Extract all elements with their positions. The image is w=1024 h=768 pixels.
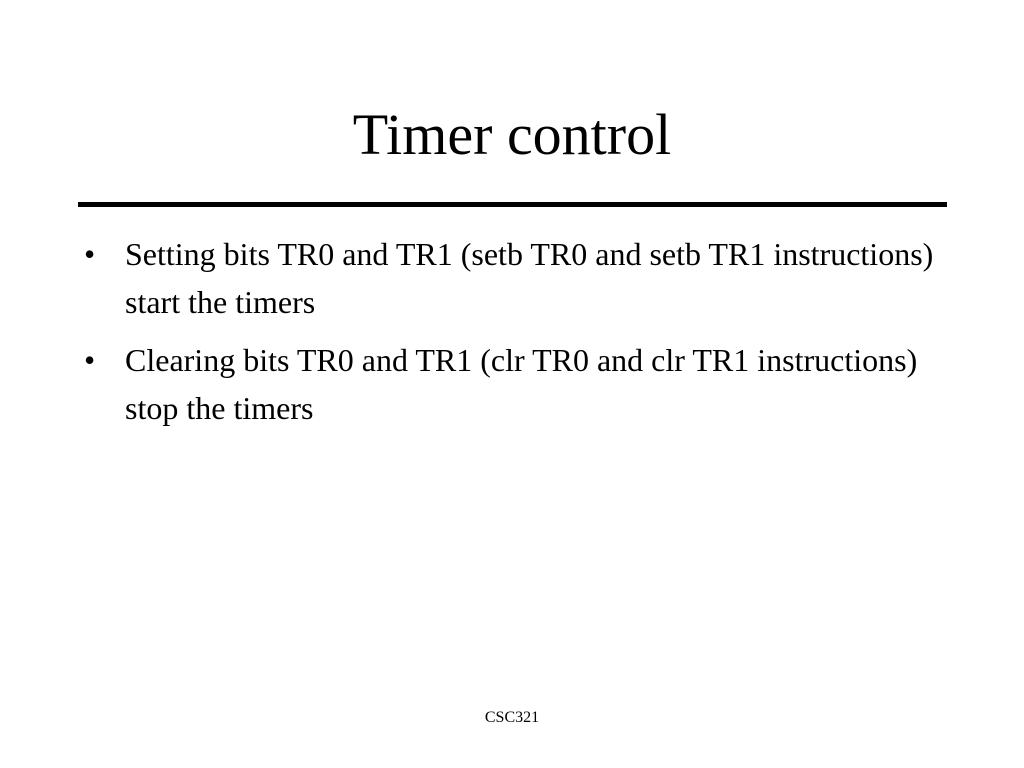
bullet-list	[84, 230, 964, 442]
bullet-dot-icon: •	[84, 236, 96, 272]
bullet-text: Setting bits TR0 and TR1 (setb TR0 and setb TR1 instructions) start the timers	[125, 236, 934, 320]
slide-title: Timer control	[352, 102, 672, 167]
bullet-dot-icon: •	[84, 342, 96, 378]
title-divider	[78, 202, 947, 207]
footer-course-code: CSC321	[484, 709, 540, 726]
bullet-text: Clearing bits TR0 and TR1 (clr TR0 and clr TR1 instructions) stop the timers	[125, 342, 918, 426]
bullet-item	[84, 336, 964, 432]
bullet-item	[84, 230, 964, 326]
